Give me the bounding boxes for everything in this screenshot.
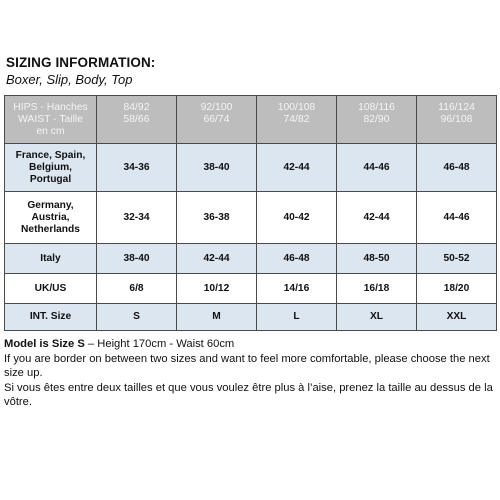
region-label-line: France, Spain,: [15, 149, 86, 161]
measurement-col-2: [177, 96, 257, 144]
header-label-line: HIPS - Hanches: [13, 101, 88, 113]
size-cell: 14/16: [257, 274, 337, 304]
region-label-line: Portugal: [29, 173, 72, 185]
region-label-line: Belgium,: [28, 161, 73, 173]
size-cell: 44-46: [337, 144, 417, 192]
size-cell: XXL: [417, 304, 497, 331]
measurement-col-5: [417, 96, 497, 144]
size-cell: 42-44: [177, 244, 257, 274]
region-label: [5, 304, 97, 331]
waist-range: 82/90: [363, 113, 390, 125]
size-cell: 38-40: [97, 244, 177, 274]
size-cell: 16/18: [337, 274, 417, 304]
region-label: [5, 144, 97, 192]
table-row: [5, 192, 497, 244]
model-size-note: [4, 337, 498, 352]
size-cell: 42-44: [337, 192, 417, 244]
sizing-title: SIZING INFORMATION:: [6, 55, 156, 70]
region-label-line: Austria,: [31, 211, 70, 223]
model-size-label: Model is Size S: [4, 338, 85, 350]
measurement-col-1: [97, 96, 177, 144]
size-cell: 40-42: [257, 192, 337, 244]
size-cell: 44-46: [417, 192, 497, 244]
measurement-header-row: [5, 96, 497, 144]
garment-types: Boxer, Slip, Body, Top: [6, 72, 133, 87]
waist-range: 74/82: [283, 113, 310, 125]
size-cell: 50-52: [417, 244, 497, 274]
waist-range: 66/74: [203, 113, 230, 125]
region-label-line: Italy: [40, 252, 61, 264]
hips-range: 92/100: [200, 101, 233, 113]
size-cell: S: [97, 304, 177, 331]
size-cell: M: [177, 304, 257, 331]
measurement-header-label: [5, 96, 97, 144]
size-chart-table: [4, 95, 497, 331]
table-row: [5, 274, 497, 304]
size-cell: 10/12: [177, 274, 257, 304]
size-cell: 36-38: [177, 192, 257, 244]
size-cell: 42-44: [257, 144, 337, 192]
table-row: [5, 244, 497, 274]
region-label: [5, 274, 97, 304]
size-cell: 6/8: [97, 274, 177, 304]
waist-range: 58/66: [123, 113, 150, 125]
region-label: [5, 192, 97, 244]
english-advice: If you are border on between two sizes and want to feel more comfortable, please choose the next size up.: [4, 352, 490, 380]
region-label: [5, 244, 97, 274]
size-cell: 32-34: [97, 192, 177, 244]
french-advice: Si vous êtes entre deux tailles et que vous voulez être plus à l’aise, prenez la taille au dessus de la vôtre.: [4, 381, 493, 409]
model-measurements: – Height 170cm - Waist 60cm: [84, 338, 235, 350]
region-label-line: UK/US: [34, 282, 67, 294]
region-label-line: INT. Size: [29, 311, 72, 322]
table-row: [5, 144, 497, 192]
measurement-col-3: [257, 96, 337, 144]
hips-range: 100/108: [277, 101, 316, 113]
header-label-line: en cm: [36, 125, 65, 137]
size-cell: 46-48: [417, 144, 497, 192]
size-cell: L: [257, 304, 337, 331]
measurement-col-4: [337, 96, 417, 144]
size-cell: 34-36: [97, 144, 177, 192]
size-cell: 46-48: [257, 244, 337, 274]
region-label-line: Netherlands: [21, 223, 80, 235]
size-cell: 48-50: [337, 244, 417, 274]
hips-range: 116/124: [438, 101, 475, 113]
size-cell: XL: [337, 304, 417, 331]
size-cell: 38-40: [177, 144, 257, 192]
hips-range: 108/116: [358, 101, 395, 113]
sizing-notes: [4, 337, 498, 410]
waist-range: 96/108: [440, 113, 473, 125]
hips-range: 84/92: [123, 101, 150, 113]
header-label-line: WAIST - Taille: [17, 113, 84, 125]
table-row: [5, 304, 497, 331]
region-label-line: Germany,: [27, 199, 74, 211]
size-cell: 18/20: [417, 274, 497, 304]
